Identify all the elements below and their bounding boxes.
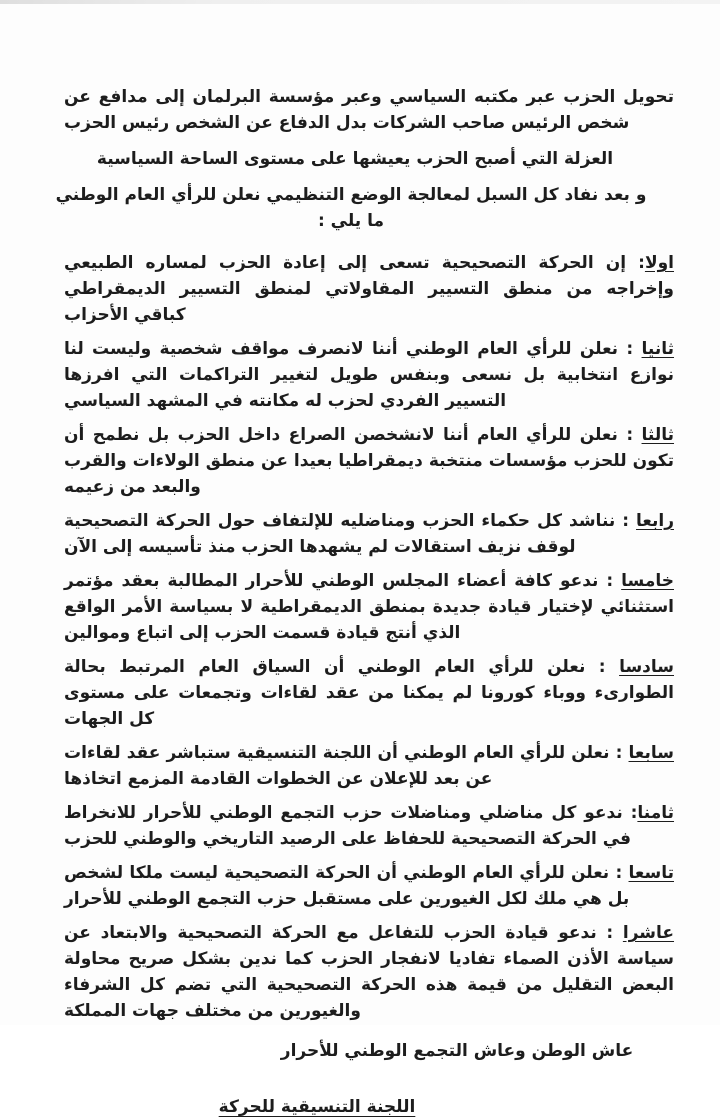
item-separator: :	[622, 803, 638, 823]
signature-line: اللجنة التنسيقية للحركة	[218, 1097, 416, 1117]
item-text: نعلن للرأي العام الوطني أن الحركة التصحيحية ليست ملكا لشخص بل هي ملك لكل الغيورين على مستقبل حزب التجمع الوطني للأحرار	[64, 863, 630, 909]
item-separator: :	[585, 657, 620, 677]
statement-item	[64, 508, 674, 560]
intro-paragraph: تحويل الحزب عبر مكتبه السياسي وعبر مؤسسة البرلمان إلى مدافع عن شخص الرئيس صاحب الشركات بدل الدفاع عن الشخص رئيس الحزب	[64, 87, 674, 133]
item-ordinal: رابعا	[636, 511, 674, 531]
item-text: ندعو كافة أعضاء المجلس الوطني للأحرار المطالبة بعقد مؤتمر استثنائي لإختيار قيادة جديدة بمنطق الديمقراطية لا بسياسة الأمر الواقع الذي أنتج قيادة قسمت الحزب إلى اتباع وموالين	[64, 571, 674, 643]
statement-item	[64, 250, 674, 328]
item-separator: :	[626, 253, 645, 273]
item-text: نعلن للرأي العام الوطني أننا لانصرف مواقف شخصية وليست لنا نوازع انتخابية بل نسعى وبنفس طويل لتغيير التراكمات التي افرزها التسيير الفردي لحزب له مكانته في المشهد السياسي	[64, 339, 674, 411]
item-separator: :	[609, 743, 629, 763]
item-ordinal: سابعا	[628, 743, 674, 763]
item-text: نعلن للرأي العام أننا لانشخصن الصراع داخل الحزب بل نطمح أن تكون للحزب مؤسسات منتخبة ديمقراطيا بعيدا عن منطق الولاءات والقرب والبعد من زعيمه	[64, 425, 674, 497]
item-ordinal: ثانيا	[641, 339, 675, 359]
item-separator: :	[596, 923, 623, 943]
statement-item	[64, 800, 674, 852]
intro-section	[55, 84, 674, 234]
item-separator: :	[617, 425, 642, 445]
item-text: ندعو قيادة الحزب للتفاعل مع الحركة التصحيحية والابتعاد عن سياسة الأذن الصماء تفاديا لانفجار الحزب كما ندين بشكل صريح محاولة البعض التقليل من قيمة هذه الحركة التصحيحية التي تضم كل الشرفاء والغيورين من مختلف جهات المملكة	[64, 923, 674, 1021]
item-ordinal: سادسا	[619, 657, 674, 677]
item-separator: :	[615, 511, 637, 531]
item-separator: :	[609, 863, 629, 883]
intro-paragraph: و بعد نفاد كل السبل لمعالجة الوضع التنظيمي نعلن للرأي العام الوطني ما يلي :	[55, 185, 647, 231]
item-separator: :	[618, 339, 642, 359]
item-ordinal: ثالثا	[641, 425, 675, 445]
statement-item	[64, 920, 674, 1024]
item-ordinal: تاسعا	[628, 863, 674, 883]
closing-line: عاش الوطن وعاش التجمع الوطني للأحرار	[280, 1041, 634, 1061]
intro-paragraph: العزلة التي أصبح الحزب يعيشها على مستوى الساحة السياسية	[96, 149, 614, 169]
statement-item	[64, 336, 674, 414]
statement-item	[64, 654, 674, 732]
item-separator: :	[598, 571, 622, 591]
item-ordinal: اولا	[644, 253, 674, 273]
item-text: نناشد كل حكماء الحزب ومناضليه للإلتفاف حول الحركة التصحيحية لوقف نزيف استقالات لم يشهدها الحزب منذ تأسيسه إلى الآن	[64, 511, 616, 557]
item-text: نعلن للرأي العام الوطني أن السياق العام المرتبط بحالة الطوارىء ووباء كورونا لم يمكنا من عقد لقاءات وتجمعات على مستوى كل الجهات	[64, 657, 674, 729]
item-text: ندعو كل مناضلي ومناضلات حزب التجمع الوطني للأحرار للانخراط في الحركة التصحيحية للحفاظ على الرصيد التاريخي والوطني للحزب	[64, 803, 632, 849]
item-text: إن الحركة التصحيحية تسعى إلى إعادة الحزب لمساره الطبيعي وإخراجه من منطق التسيير المقاولاتي لمنطق التسيير الديمقراطي كباقي الأحزاب	[64, 253, 674, 325]
statement-item	[64, 740, 674, 792]
scanned-page-edge	[0, 0, 720, 4]
statement-item	[64, 860, 674, 912]
item-ordinal: ثامنا	[637, 803, 675, 823]
item-ordinal: عاشرا	[622, 923, 675, 943]
statement-item	[64, 422, 674, 500]
statement-list	[64, 250, 674, 1024]
statement-item	[64, 568, 674, 646]
item-text: نعلن للرأي العام الوطني أن اللجنة التنسيقية ستباشر عقد لقاءات عن بعد للإعلان عن الخطوات القادمة المزمع اتخاذها	[64, 743, 610, 789]
item-ordinal: خامسا	[621, 571, 674, 591]
